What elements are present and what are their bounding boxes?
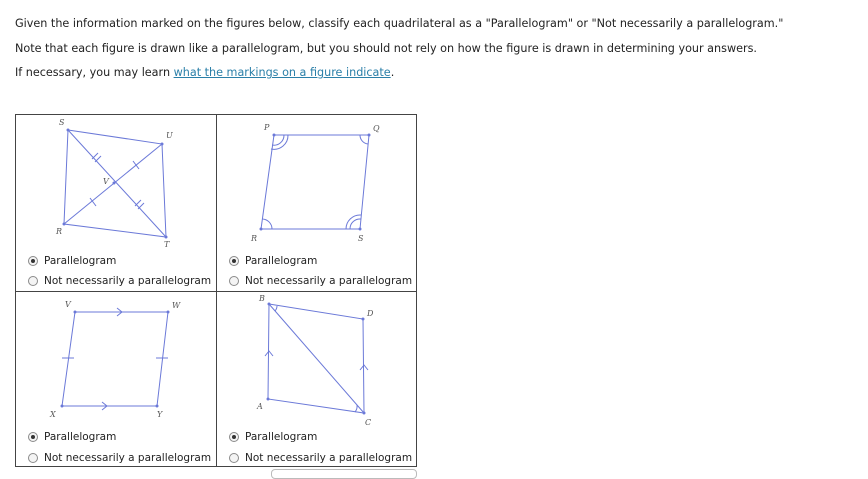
option-parallelogram-4[interactable]	[229, 431, 317, 443]
instruction-prefix: If necessary, you may learn	[15, 66, 174, 79]
figure-cell-1	[16, 115, 217, 292]
option-not-necessarily-1[interactable]	[28, 275, 211, 287]
label-Y: Y	[157, 410, 163, 419]
instruction-line-2: Note that each figure is drawn like a parallelogram, but you should not rely on how the figure is drawn in determining your answers.	[15, 41, 757, 55]
label-B: B	[259, 294, 265, 303]
option-parallelogram-2[interactable]	[229, 255, 317, 267]
label-W: W	[172, 301, 181, 310]
markings-help-link[interactable]: what the markings on a figure indicate	[173, 66, 391, 79]
option-label: Parallelogram	[44, 431, 117, 443]
figure-cell-4	[217, 292, 417, 467]
next-element-edge	[271, 469, 417, 479]
option-label: Parallelogram	[44, 255, 117, 267]
label-V: V	[103, 177, 109, 186]
instruction-suffix: .	[390, 66, 395, 79]
radio-unchecked[interactable]	[28, 453, 38, 463]
instructions	[15, 12, 783, 86]
option-label: Not necessarily a parallelogram	[245, 452, 413, 464]
radio-unchecked[interactable]	[28, 276, 38, 286]
option-label: Not necessarily a parallelogram	[44, 275, 212, 287]
option-label: Parallelogram	[245, 431, 318, 443]
label-R: R	[251, 234, 258, 243]
label-V: V	[65, 300, 71, 309]
label-C: C	[365, 418, 372, 427]
option-parallelogram-1[interactable]	[28, 255, 116, 267]
label-S: S	[59, 118, 65, 127]
label-X: X	[50, 410, 56, 419]
figures-grid	[15, 114, 417, 467]
figure-cell-2	[217, 115, 417, 292]
label-S: S	[358, 234, 364, 243]
option-not-necessarily-3[interactable]	[28, 452, 211, 464]
label-R: R	[56, 227, 63, 236]
label-P: P	[264, 123, 270, 132]
option-label: Parallelogram	[245, 255, 318, 267]
radio-checked[interactable]	[28, 256, 38, 266]
option-not-necessarily-2[interactable]	[229, 275, 412, 287]
label-Q: Q	[373, 124, 380, 133]
label-U: U	[166, 131, 173, 140]
instruction-line-1: Given the information marked on the figures below, classify each quadrilateral as a "Parallelogram" or "Not necessarily a parallelogram."	[15, 17, 784, 30]
option-not-necessarily-4[interactable]	[229, 452, 412, 464]
figure-cell-3	[16, 292, 217, 467]
label-D: D	[367, 309, 374, 318]
label-T: T	[164, 240, 170, 249]
radio-unchecked[interactable]	[229, 453, 239, 463]
option-parallelogram-3[interactable]	[28, 431, 116, 443]
option-label: Not necessarily a parallelogram	[44, 452, 212, 464]
option-label: Not necessarily a parallelogram	[245, 275, 413, 287]
radio-checked[interactable]	[28, 432, 38, 442]
radio-checked[interactable]	[229, 256, 239, 266]
radio-checked[interactable]	[229, 432, 239, 442]
radio-unchecked[interactable]	[229, 276, 239, 286]
instruction-line-3	[15, 61, 783, 86]
label-A: A	[257, 402, 263, 411]
